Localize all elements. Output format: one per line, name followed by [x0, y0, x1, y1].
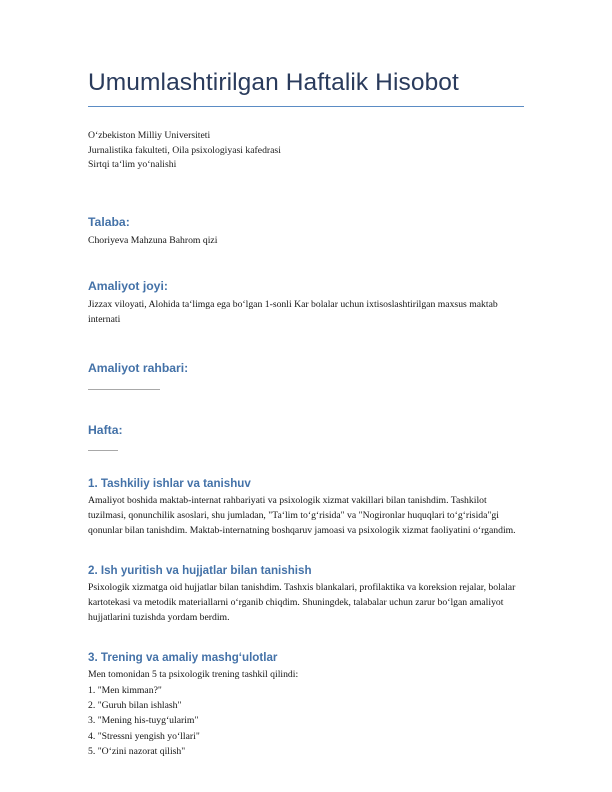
supervisor-section: [88, 361, 524, 390]
student-section: [88, 215, 524, 249]
title-divider: [88, 106, 524, 107]
week-heading: Hafta:: [88, 422, 123, 437]
training-list-item: 1. "Men kimman?": [88, 685, 162, 697]
practice-place-text: Jizzax viloyati, Alohida taʻlimga ega boʻlgan 1-sonli Kar bolalar uchun ixtisoslashtirilgan maxsus maktab internati: [88, 298, 498, 325]
affiliation-line-faculty: Jurnalistika fakulteti, Oila psixologiyasi kafedrasi: [88, 144, 281, 156]
section-3-heading: 3. Trening va amaliy mashgʻulotlar: [88, 651, 278, 665]
page-title: Umumlashtirilgan Haftalik Hisobot: [88, 69, 459, 96]
week-section: [88, 423, 524, 452]
practice-place-section: [88, 279, 524, 328]
section-1: [88, 476, 524, 539]
section-2-body: Psixologik xizmatga oid hujjatlar bilan tanishdim. Tashxis blankalari, profilaktika va koreksion rejalar, bolalar kartotekasi va metodik materiallarni oʻrganib chiqdim. Shuningdek, talabalar uchun zarur boʻlgan amaliyot hujjatlarini tuzishda yordam berdim.: [88, 582, 516, 624]
week-blank-line: [88, 450, 118, 451]
section-3-body: Men tomonidan 5 ta psixologik trening tashkil qilindi:: [88, 669, 299, 681]
training-list-item: 3. "Mening his-tuygʻularim": [88, 715, 199, 727]
section-2-heading: 2. Ish yuritish va hujjatlar bilan tanishish: [88, 564, 312, 578]
affiliation-block: [88, 129, 524, 173]
section-1-body: Amaliyot boshida maktab-internat rahbariyati va psixologik xizmat vakillari bilan tanishdim. Tashkilot tuzilmasi, qonunchilik asoslari, shu jumladan, "Taʻlim toʻgʻrisida" va "Nogironlar huquqlari toʻgʻrisida"gi qonunlar bilan tanishdim. Maktab-internatning boshqaruv jamoasi va psixologik xizmat faoliyatini oʻrgandim.: [88, 495, 516, 537]
section-2: [88, 563, 524, 626]
training-list-item: 5. "Oʻzini nazorat qilish": [88, 745, 186, 757]
section-3: [88, 650, 524, 759]
training-list: [88, 683, 524, 759]
training-list-item: 2. "Guruh bilan ishlash": [88, 700, 182, 712]
section-1-heading: 1. Tashkiliy ishlar va tanishuv: [88, 477, 251, 491]
supervisor-blank-line: [88, 389, 160, 390]
document-content-column: [88, 0, 524, 759]
training-list-item: 4. "Stressni yengish yoʻllari": [88, 730, 200, 742]
student-name: Choriyeva Mahzuna Bahrom qizi: [88, 235, 218, 246]
affiliation-line-university: Oʻzbekiston Milliy Universiteti: [88, 129, 211, 141]
supervisor-heading: Amaliyot rahbari:: [88, 360, 189, 375]
affiliation-line-program: Sirtqi taʻlim yoʻnalishi: [88, 159, 177, 171]
student-heading: Talaba:: [88, 215, 130, 230]
practice-place-heading: Amaliyot joyi:: [88, 278, 168, 293]
